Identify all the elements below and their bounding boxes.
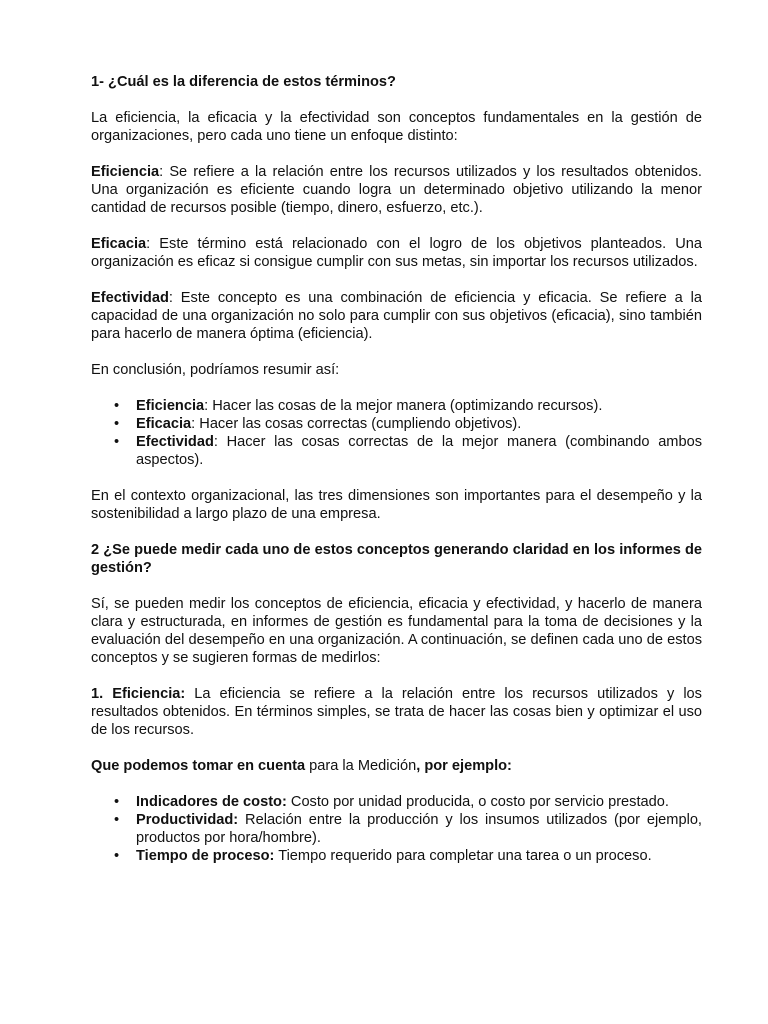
summary-text: : Hacer las cosas correctas (cumpliendo objetivos). [191, 416, 522, 432]
definition-text: : Se refiere a la relación entre los recursos utilizados y los resultados obtenidos. Una organización es eficiente cuando logra un determinado objetivo utilizando la menor cantidad de recursos posible (tiempo, dinero, esfuerzo, etc.). [91, 164, 702, 216]
definition-term: Eficacia [91, 236, 147, 252]
bullet-icon: • [114, 398, 120, 414]
list-item [91, 811, 702, 847]
list-item [91, 397, 702, 415]
indicator-term: Tiempo de proceso: [136, 848, 275, 864]
indicator-text: Tiempo requerido para completar una tarea o un proceso. [274, 848, 652, 864]
summary-text: : Hacer las cosas correctas de la mejor manera (combinando ambos aspectos). [136, 434, 702, 468]
definition-text: : Este término está relacionado con el logro de los objetivos planteados. Una organización es eficaz si consigue cumplir con sus metas, sin importar los recursos utilizados. [91, 236, 702, 270]
indicator-term: Productividad: [136, 812, 239, 828]
measure-line [91, 757, 702, 775]
definition-text: : Este concepto es una combinación de eficiencia y eficacia. Se refiere a la capacidad de una organización no solo para cumplir con sus objetivos (eficacia), sino también para hacerlo de manera óptima (eficiencia). [91, 290, 702, 342]
summary-term: Eficiencia [136, 398, 205, 414]
indicator-text: Relación entre la producción y los insumos utilizados (por ejemplo, productos por hora/hombre). [136, 812, 702, 846]
measure-bold-start: Que podemos tomar en cuenta [91, 758, 306, 774]
list-item [91, 415, 702, 433]
section1-heading: 1- ¿Cuál es la diferencia de estos términos? [91, 74, 396, 90]
summary-list [91, 397, 702, 469]
list-item [91, 847, 702, 865]
document-body [91, 73, 702, 883]
summary-term: Efectividad [136, 434, 214, 450]
bullet-icon: • [114, 812, 120, 828]
conclusion-intro: En conclusión, podríamos resumir así: [91, 362, 340, 378]
measure-normal: para la Medición [305, 758, 417, 774]
definition-eficiencia [91, 163, 702, 217]
indicator-list [91, 793, 702, 865]
point-label: 1. Eficiencia: [91, 686, 186, 702]
section2-heading: 2 ¿Se puede medir cada uno de estos conceptos generando claridad en los informes de gestión? [91, 542, 702, 576]
measure-bold-end: , por ejemplo: [416, 758, 512, 774]
list-item [91, 433, 702, 469]
point-text: La eficiencia se refiere a la relación entre los recursos utilizados y los resultados obtenidos. En términos simples, se trata de hacer las cosas bien y optimizar el uso de los recursos. [91, 686, 702, 738]
point-eficiencia [91, 685, 702, 739]
definition-term: Efectividad [91, 290, 169, 306]
bullet-icon: • [114, 434, 120, 450]
bullet-icon: • [114, 416, 120, 432]
bullet-icon: • [114, 848, 120, 864]
section2-intro: Sí, se pueden medir los conceptos de eficiencia, eficacia y efectividad, y hacerlo de manera clara y estructurada, en informes de gestión es fundamental para la toma de decisiones y la evaluación del desempeño en una organización. A continuación, se definen cada uno de estos conceptos y se sugieren formas de medirlos: [91, 596, 702, 666]
definition-term: Eficiencia [91, 164, 160, 180]
indicator-term: Indicadores de costo: [136, 794, 287, 810]
summary-text: : Hacer las cosas de la mejor manera (optimizando recursos). [204, 398, 603, 414]
indicator-text: Costo por unidad producida, o costo por servicio prestado. [286, 794, 669, 810]
section1-closing: En el contexto organizacional, las tres dimensiones son importantes para el desempeño y la sostenibilidad a largo plazo de una empresa. [91, 488, 702, 522]
summary-term: Eficacia [136, 416, 192, 432]
definition-efectividad [91, 289, 702, 343]
list-item [91, 793, 702, 811]
bullet-icon: • [114, 794, 120, 810]
section1-intro: La eficiencia, la eficacia y la efectividad son conceptos fundamentales en la gestión de organizaciones, pero cada uno tiene un enfoque distinto: [91, 110, 702, 144]
definition-eficacia [91, 235, 702, 271]
